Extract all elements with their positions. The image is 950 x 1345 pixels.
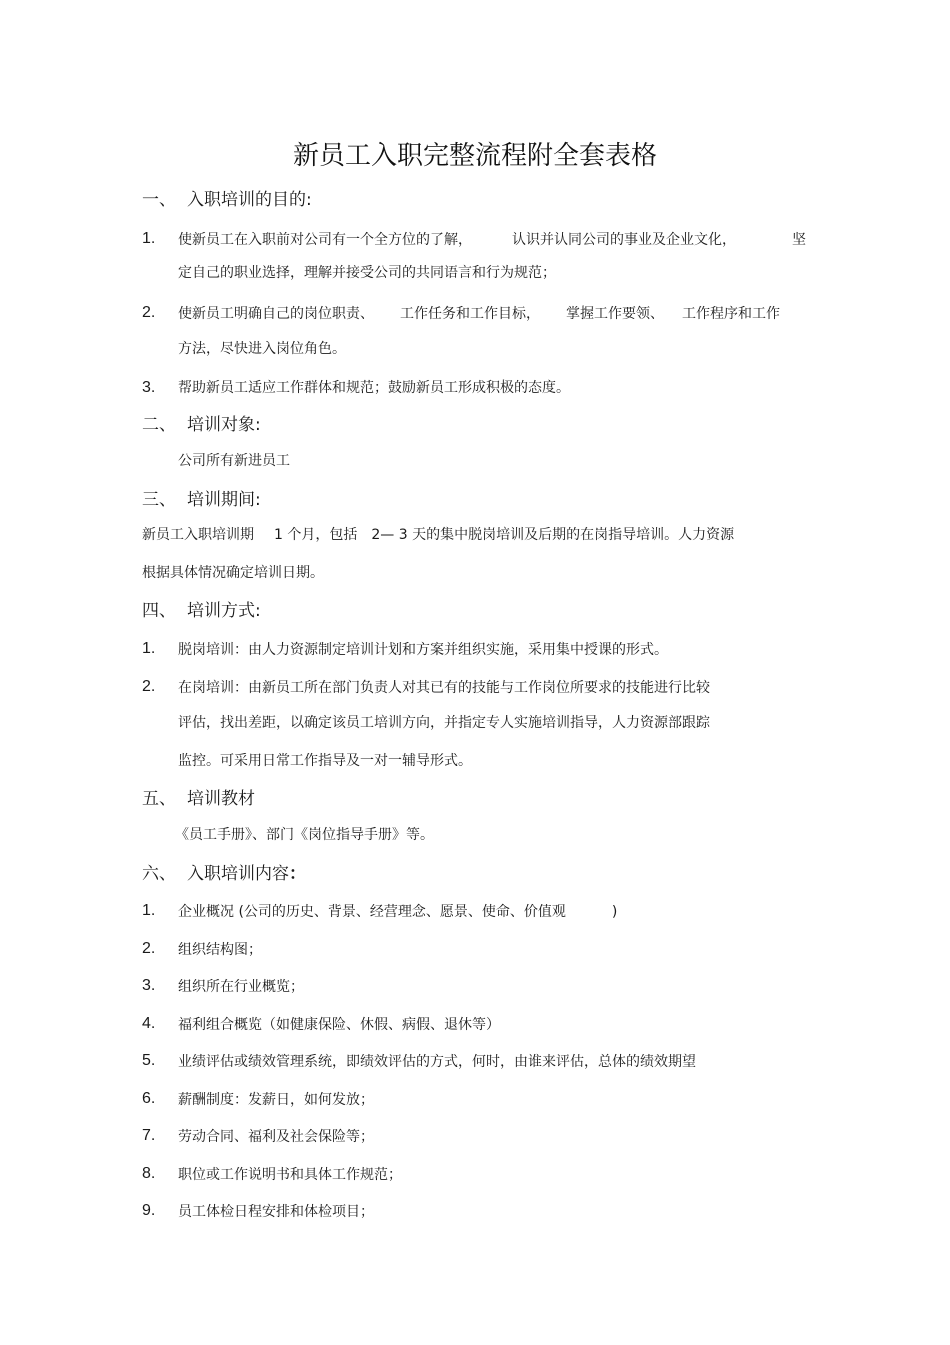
list-number: 9. [142, 1202, 156, 1219]
text-run: 工作程序和工作 [682, 306, 780, 322]
list-number: 1. [142, 230, 156, 247]
list-number: 2. [142, 678, 156, 695]
list-item-text [178, 229, 736, 251]
list-item-text: 组织结构图； [178, 942, 262, 958]
section-heading-6 [142, 862, 306, 886]
list-item-text: 劳动合同、福利及社会保险等； [178, 1129, 374, 1145]
section-heading-3 [142, 488, 261, 512]
list-item-text: 帮助新员工适应工作群体和规范；鼓励新员工形成积极的态度。 [178, 380, 570, 396]
list-item-text [178, 901, 617, 923]
section-title: 培训方式: [187, 601, 261, 621]
text-run: 1 个月，包括 [274, 527, 358, 543]
list-number: 2. [142, 304, 156, 321]
list-number: 3. [142, 977, 156, 994]
list-item-text: 组织所在行业概览； [178, 979, 304, 995]
list-number: 1. [142, 902, 156, 919]
section-number: 六、 [142, 864, 176, 884]
list-number: 7. [142, 1127, 156, 1144]
list-item-text [178, 303, 780, 325]
list-item-text: 方法，尽快进入岗位角色。 [178, 341, 346, 357]
list-item-text: 业绩评估或绩效管理系统，即绩效评估的方式，何时，由谁来评估，总体的绩效期望 [178, 1054, 696, 1070]
section-number: 五、 [142, 789, 176, 809]
list-item-text: 职位或工作说明书和具体工作规范； [178, 1167, 402, 1183]
text-run: 使新员工明确自己的岗位职责、 [178, 306, 374, 322]
text-run: ) [611, 904, 618, 920]
section-title: 培训对象: [187, 415, 261, 435]
section-body [142, 524, 734, 546]
text-run: 使新员工在入职前对公司有一个全方位的了解， [178, 232, 472, 248]
section-title: 入职培训的目的: [187, 190, 312, 210]
section-heading-5 [142, 787, 255, 811]
list-item-text: 监控。可采用日常工作指导及一对一辅导形式。 [178, 753, 472, 769]
text-run: 2— 3 天的集中脱岗培训及后期的在岗指导培训。人力资源 [371, 527, 735, 543]
list-number: 3. [142, 379, 156, 396]
list-item-text: 薪酬制度：发薪日，如何发放； [178, 1092, 374, 1108]
list-item-text: 脱岗培训：由人力资源制定培训计划和方案并组织实施，采用集中授课的形式。 [178, 642, 668, 658]
section-number: 一、 [142, 190, 176, 210]
text-run: 掌握工作要领、 [566, 306, 664, 322]
text-run: 认识并认同公司的事业及企业文化， [512, 232, 736, 248]
section-body: 公司所有新进员工 [178, 453, 290, 469]
section-number: 三、 [142, 490, 176, 510]
list-number: 4. [142, 1015, 156, 1032]
section-number: 四、 [142, 601, 176, 621]
text-run: 企业概况 (公司的历史、背景、经营理念、愿景、使命、价值观 [178, 904, 566, 920]
list-number: 8. [142, 1165, 156, 1182]
section-body: 《员工手册》、部门《岗位指导手册》等。 [175, 827, 434, 843]
list-item-text: 福利组合概览（如健康保险、休假、病假、退休等） [178, 1017, 500, 1033]
list-number: 2. [142, 940, 156, 957]
list-item-text: 评估，找出差距，以确定该员工培训方向，并指定专人实施培训指导，人力资源部跟踪 [178, 715, 710, 731]
section-heading-4 [142, 599, 261, 623]
section-title: 培训教材 [187, 789, 255, 809]
page-title: 新员工入职完整流程附全套表格 [292, 141, 657, 171]
section-heading-1 [142, 188, 312, 212]
list-item-text: 员工体检日程安排和体检项目； [178, 1204, 374, 1220]
list-number: 5. [142, 1052, 156, 1069]
list-number: 1. [142, 640, 156, 657]
text-run: 新员工入职培训期 [142, 527, 254, 543]
list-number: 6. [142, 1090, 156, 1107]
section-body: 根据具体情况确定培训日期。 [142, 565, 324, 581]
section-title: 培训期间: [187, 490, 261, 510]
section-heading-2 [142, 413, 261, 437]
section-title-colon: ： [289, 864, 306, 884]
section-title: 入职培训内容 [187, 864, 289, 884]
section-number: 二、 [142, 415, 176, 435]
text-run: 坚 [792, 232, 806, 248]
text-run: 工作任务和工作目标， [400, 306, 540, 322]
list-item-text: 定自己的职业选择，理解并接受公司的共同语言和行为规范； [178, 265, 556, 281]
list-item-text: 在岗培训：由新员工所在部门负责人对其已有的技能与工作岗位所要求的技能进行比较 [178, 680, 710, 696]
